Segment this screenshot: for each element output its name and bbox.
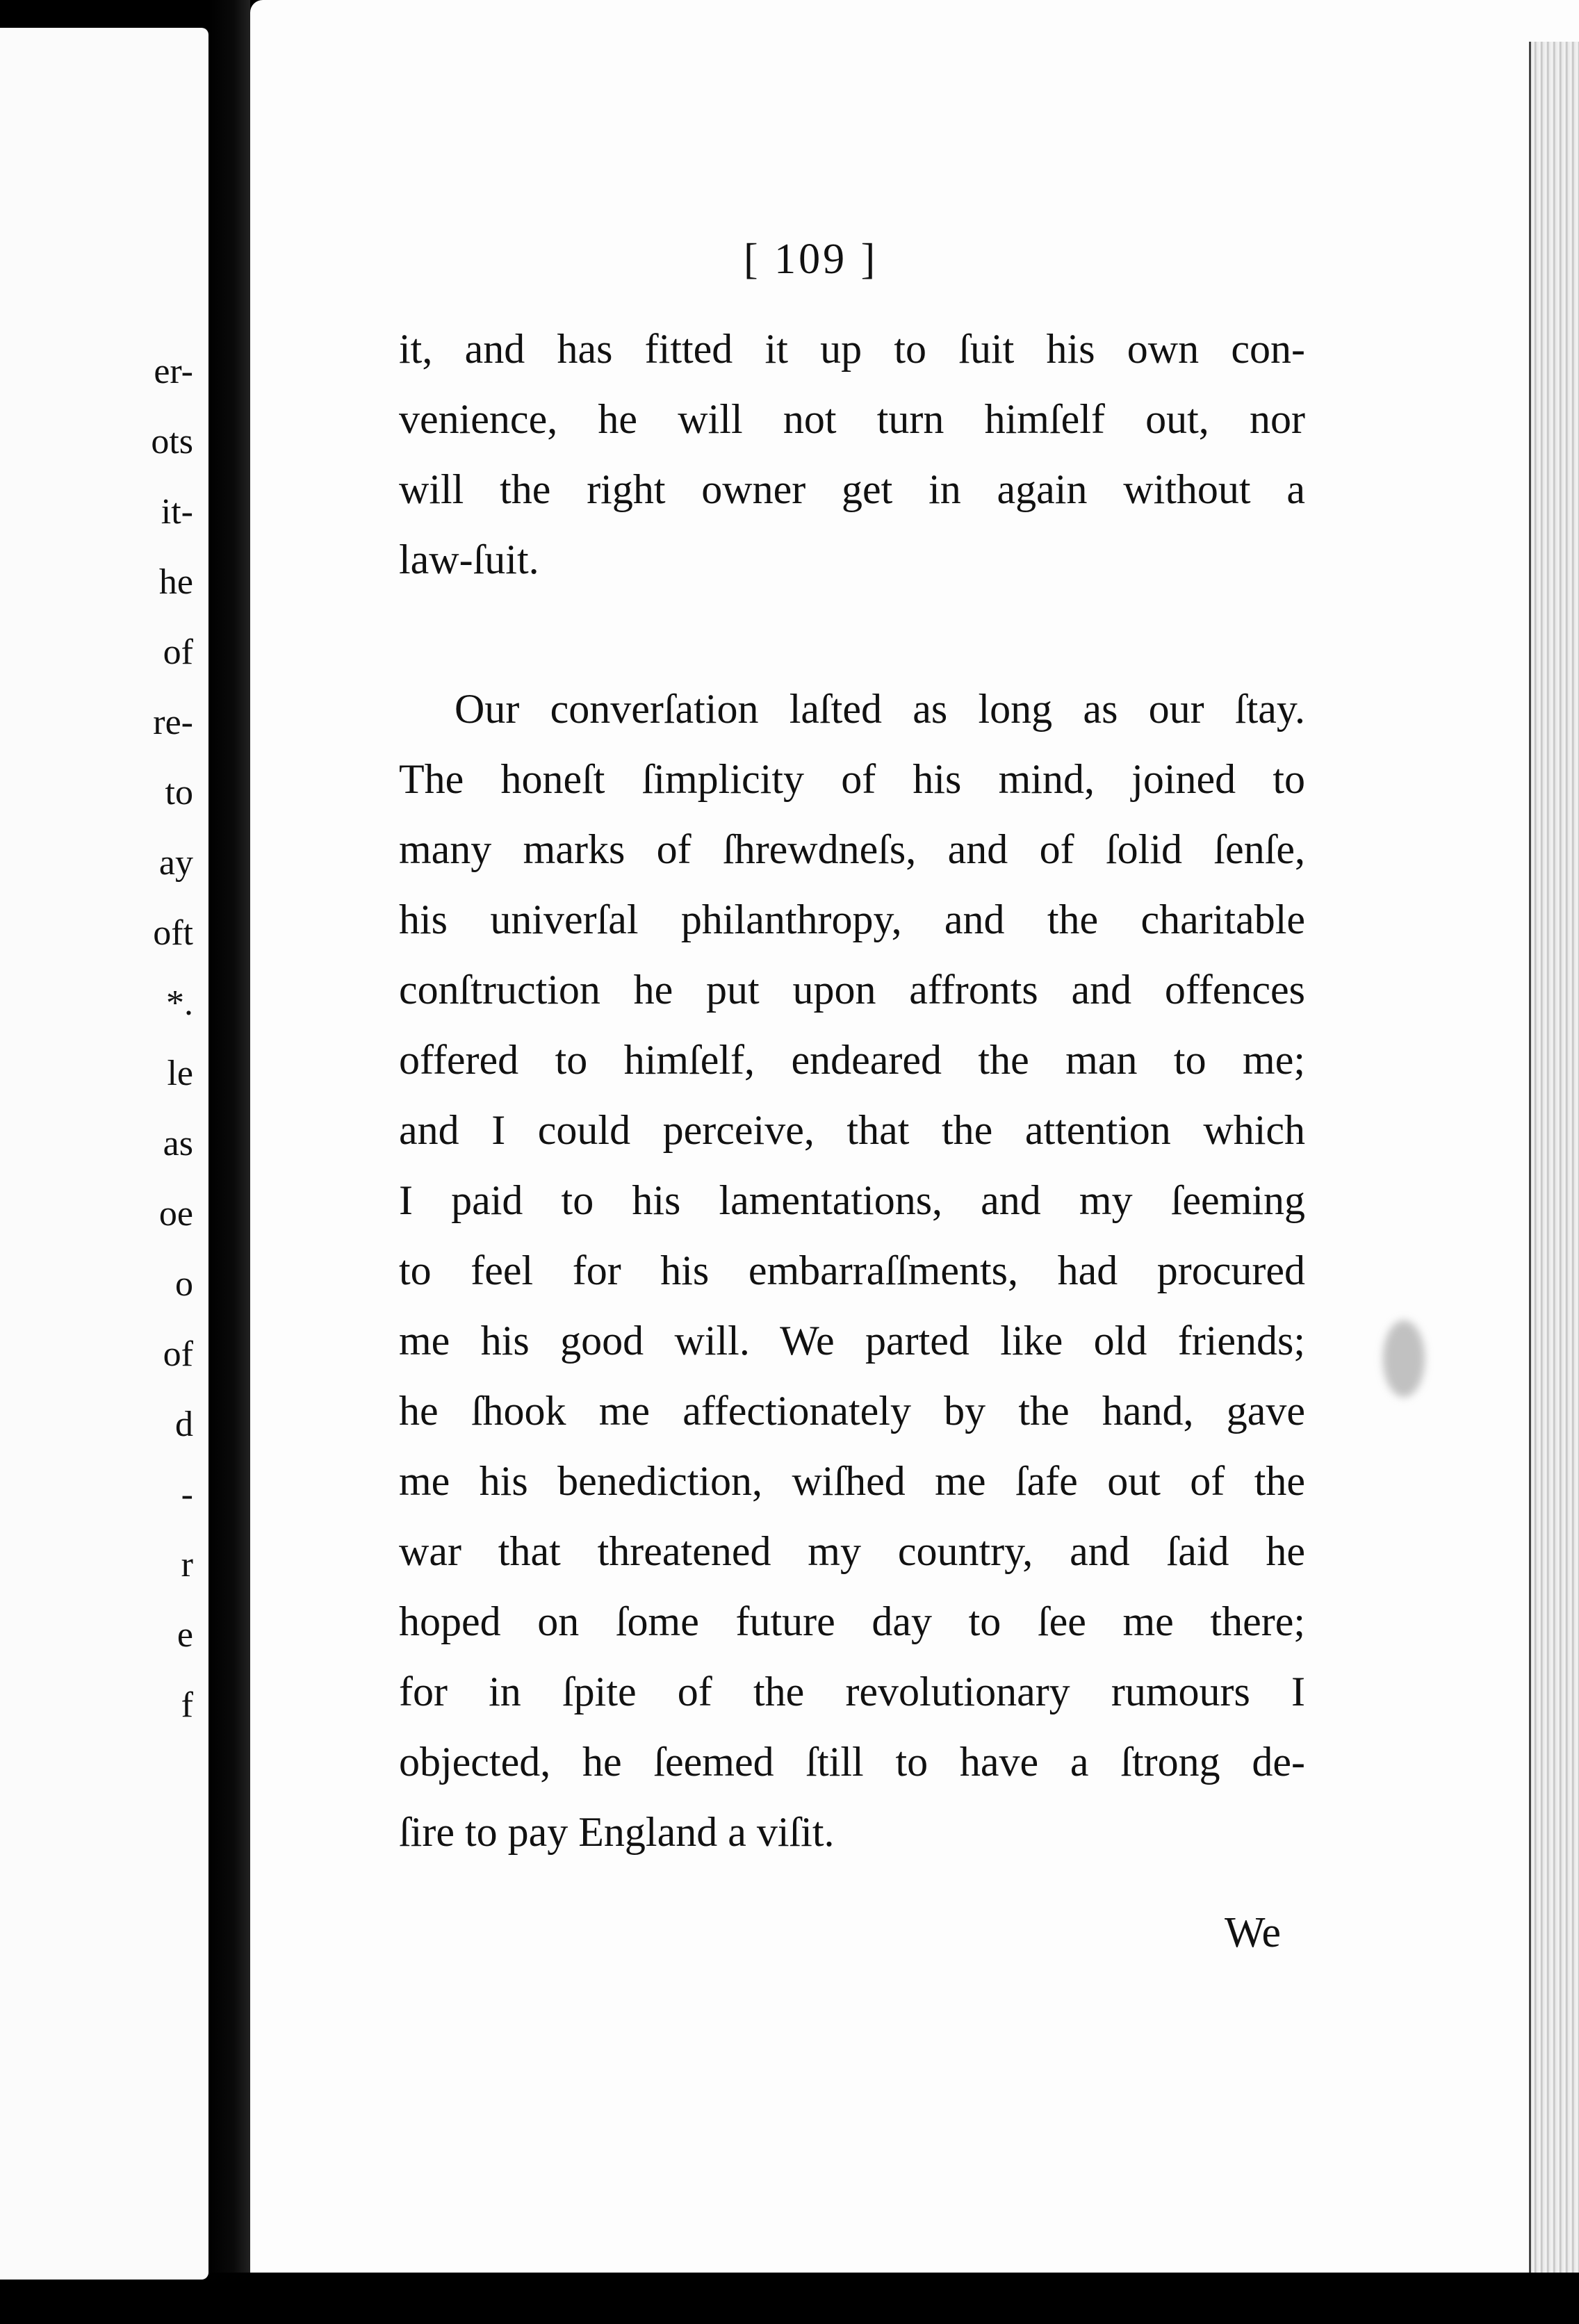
text-line: offered to himſelf, endeared the man to me; (399, 1037, 1305, 1083)
facing-page-text-fragment: ay (158, 843, 193, 883)
facing-page-text-fragment: oe (158, 1194, 193, 1234)
text-line: will the right owner get in again without a (399, 466, 1305, 512)
facing-page-text-fragment: as (163, 1124, 193, 1163)
facing-page-text-fragment: er- (154, 352, 193, 391)
text-line: to feel for his embarraſſments, had procured (399, 1247, 1305, 1293)
text-line: law-ſuit. (399, 537, 539, 582)
text-line: it, and has fitted it up to ſuit his own con- (399, 326, 1305, 372)
text-line: ſire to pay England a viſit. (399, 1809, 835, 1855)
ink-smudge (1383, 1320, 1425, 1397)
text-line: hoped on ſome future day to ſee me there; (399, 1598, 1305, 1644)
facing-page-text-fragment: oft (153, 913, 193, 953)
facing-page-text-fragment: ots (151, 422, 193, 461)
text-line: and I could perceive, that the attention which (399, 1107, 1305, 1153)
facing-page-text-fragment: f (181, 1685, 193, 1725)
text-line: me his good will. We parted like old friends; (399, 1318, 1305, 1364)
book-gutter (208, 0, 250, 2324)
text-line: he ſhook me affectionately by the hand, gave (399, 1388, 1305, 1434)
facing-page-text-fragment: of (163, 632, 193, 672)
facing-page-text-fragment: re- (153, 703, 193, 742)
facing-page-text-fragment: he (158, 562, 193, 602)
page-edges (1529, 42, 1579, 2286)
facing-page-text-fragment: - (181, 1475, 193, 1514)
facing-page-text-fragment: o (175, 1264, 193, 1304)
bottom-shadow (208, 2273, 1579, 2324)
paragraph-1 (399, 314, 1305, 595)
text-line: venience, he will not turn himſelf out, nor (399, 396, 1305, 442)
text-line: I paid to his lamentations, and my ſeeming (399, 1177, 1305, 1223)
text-line: for in ſpite of the revolutionary rumours I (399, 1669, 1305, 1715)
text-line: objected, he ſeemed ſtill to have a ſtrong de- (399, 1739, 1305, 1785)
catchword: We (1225, 1909, 1282, 1956)
text-line: his univerſal philanthropy, and the charitable (399, 897, 1305, 942)
facing-page-text-fragment: it- (161, 492, 193, 532)
text-line: Our converſation laſted as long as our ſtay. (455, 686, 1305, 732)
text-line: The honeſt ſimplicity of his mind, joined to (399, 756, 1305, 802)
facing-page-text-fragment: r (181, 1545, 193, 1585)
facing-page-text-fragment: d (175, 1405, 193, 1444)
facing-page-text-fragment: le (167, 1054, 193, 1093)
facing-page-text-fragment: *. (166, 983, 193, 1023)
facing-page-text-fragment: to (165, 773, 193, 812)
facing-page-fragment (0, 28, 208, 2280)
text-line: conſtruction he put upon affronts and offences (399, 967, 1305, 1013)
page-number-header: [ 109 ] (744, 236, 878, 283)
facing-page-text-fragment: of (163, 1334, 193, 1374)
paragraph-2 (399, 674, 1305, 1867)
text-line: me his benediction, wiſhed me ſafe out of the (399, 1458, 1305, 1504)
facing-page-text-fragment: e (177, 1615, 193, 1655)
text-line: war that threatened my country, and ſaid he (399, 1528, 1305, 1574)
text-line: many marks of ſhrewdneſs, and of ſolid ſenſe, (399, 826, 1305, 872)
